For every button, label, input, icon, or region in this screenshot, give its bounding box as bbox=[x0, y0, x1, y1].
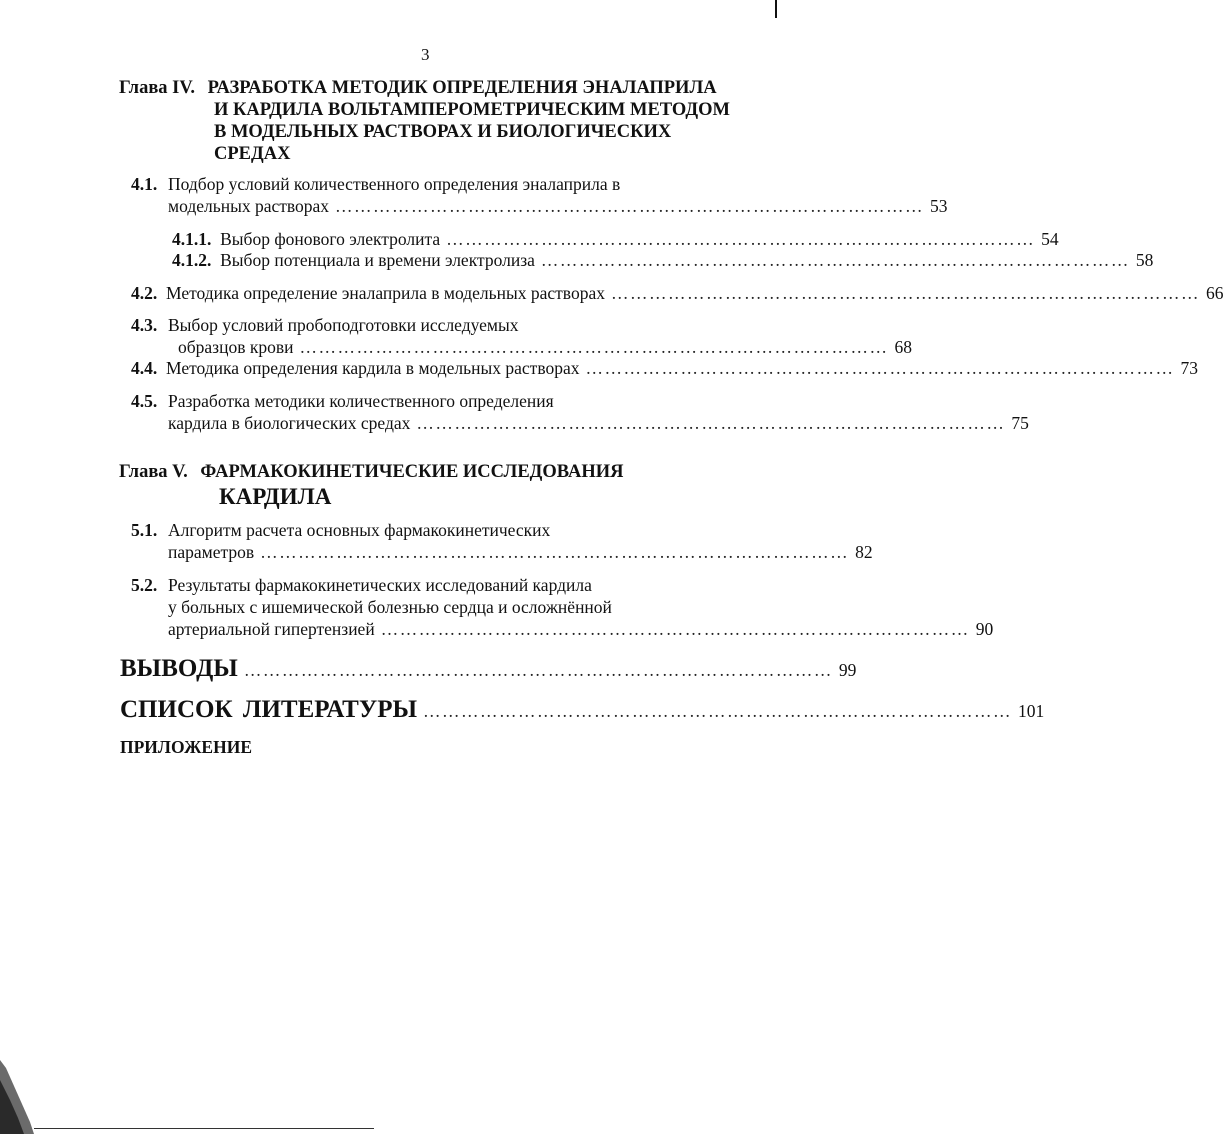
leader-dots: ………………………………………………………………………………… bbox=[446, 229, 1036, 249]
toc-entry-4-4 bbox=[131, 358, 1198, 378]
toc-number-4-2: 4.2. bbox=[131, 283, 158, 303]
toc-entry-references bbox=[120, 696, 1045, 723]
leader-dots: ………………………………………………………………………………… bbox=[585, 358, 1175, 378]
toc-text-4-2: Методика определение эналаприла в модельных растворах bbox=[166, 283, 605, 303]
toc-text-4-4: Методика определения кардила в модельных растворах bbox=[166, 358, 580, 378]
chapter-4-label: Глава IV. bbox=[119, 78, 195, 98]
chapter-5-label: Глава V. bbox=[119, 462, 188, 482]
references-page: 101 bbox=[1018, 701, 1045, 721]
appendix-heading: ПРИЛОЖЕНИЕ bbox=[120, 737, 253, 757]
toc-entry-5-2 bbox=[168, 619, 994, 639]
chapter-4-title-line-2: И КАРДИЛА ВОЛЬТАМПЕРОМЕТРИЧЕСКИМ МЕТОДОМ bbox=[214, 100, 730, 120]
toc-page-5-1: 82 bbox=[855, 542, 873, 562]
references-label: СПИСОК ЛИТЕРАТУРЫ bbox=[120, 696, 418, 723]
conclusions-label: ВЫВОДЫ bbox=[120, 655, 238, 682]
conclusions-page: 99 bbox=[838, 660, 857, 680]
toc-page-4-4: 73 bbox=[1180, 358, 1198, 378]
scan-edge-mark bbox=[775, 0, 777, 18]
toc-text-5-2-line-1: Результаты фармакокинетических исследований кардила bbox=[168, 575, 592, 595]
leader-dots: ………………………………………………………………………………… bbox=[540, 250, 1130, 270]
toc-number-4-5: 4.5. bbox=[131, 391, 158, 411]
page-number: 3 bbox=[421, 45, 430, 64]
leader-dots: ………………………………………………………………………………… bbox=[260, 542, 850, 562]
toc-text-5-1-line-2: параметров bbox=[168, 542, 255, 562]
toc-number-4-4: 4.4. bbox=[131, 358, 158, 378]
toc-number-5-2: 5.2. bbox=[131, 575, 158, 595]
chapter-4-title-line-4: СРЕДАХ bbox=[214, 144, 291, 164]
leader-dots: ………………………………………………………………………………… bbox=[380, 619, 970, 639]
leader-dots: ………………………………………………………………………………… bbox=[423, 701, 1013, 721]
scan-shadow-mark bbox=[0, 1060, 34, 1134]
toc-text-4-1-line-2: модельных растворах bbox=[168, 196, 330, 216]
toc-entry-4-5 bbox=[168, 413, 1029, 433]
leader-dots: ………………………………………………………………………………… bbox=[243, 660, 833, 680]
toc-page-4-1-1: 54 bbox=[1041, 229, 1059, 249]
toc-entry-4-1-2 bbox=[172, 250, 1154, 270]
leader-dots: ………………………………………………………………………………… bbox=[335, 196, 925, 216]
toc-text-5-2-line-3: артериальной гипертензией bbox=[168, 619, 375, 639]
chapter-4-heading bbox=[119, 79, 717, 98]
toc-number-4-1-2: 4.1.2. bbox=[172, 250, 212, 270]
toc-page-4-5: 75 bbox=[1011, 413, 1029, 433]
toc-text-5-2-line-2: у больных с ишемической болезнью сердца и осложнённой bbox=[168, 597, 612, 617]
toc-number-4-1: 4.1. bbox=[131, 174, 158, 194]
toc-entry-4-1-1 bbox=[172, 229, 1059, 249]
leader-dots: ………………………………………………………………………………… bbox=[610, 283, 1200, 303]
toc-number-5-1: 5.1. bbox=[131, 520, 158, 540]
toc-text-4-1-2: Выбор потенциала и времени электролиза bbox=[220, 250, 535, 270]
toc-entry-4-2 bbox=[131, 283, 1223, 303]
toc-entry-5-1 bbox=[168, 542, 873, 562]
toc-page-5-2: 90 bbox=[975, 619, 994, 639]
chapter-4-title-line-1: РАЗРАБОТКА МЕТОДИК ОПРЕДЕЛЕНИЯ ЭНАЛАПРИЛА bbox=[207, 78, 717, 98]
toc-number-4-1-1: 4.1.1. bbox=[172, 229, 212, 249]
leader-dots: ………………………………………………………………………………… bbox=[299, 337, 889, 357]
toc-text-4-1-line-1: Подбор условий количественного определения эналаприла в bbox=[168, 174, 621, 194]
toc-text-4-3-line-1: Выбор условий пробоподготовки исследуемых bbox=[168, 315, 519, 335]
scan-bottom-line bbox=[34, 1128, 374, 1129]
toc-page-4-3: 68 bbox=[894, 337, 912, 357]
leader-dots: ………………………………………………………………………………… bbox=[416, 413, 1006, 433]
toc-text-4-5-line-1: Разработка методики количественного определения bbox=[168, 391, 554, 411]
toc-entry-4-1 bbox=[168, 196, 948, 216]
chapter-5-heading bbox=[119, 463, 623, 482]
toc-text-4-5-line-2: кардила в биологических средах bbox=[168, 413, 411, 433]
toc-entry-conclusions bbox=[120, 655, 857, 682]
toc-number-4-3: 4.3. bbox=[131, 315, 158, 335]
chapter-5-title-line-2: КАРДИЛА bbox=[219, 484, 332, 509]
toc-page-4-1: 53 bbox=[930, 196, 948, 216]
toc-page-4-1-2: 58 bbox=[1135, 250, 1154, 270]
toc-text-4-1-1: Выбор фонового электролита bbox=[220, 229, 441, 249]
chapter-5-title-line-1: ФАРМАКОКИНЕТИЧЕСКИЕ ИССЛЕДОВАНИЯ bbox=[200, 462, 624, 482]
toc-text-5-1-line-1: Алгоритм расчета основных фармакокинетических bbox=[168, 520, 551, 540]
toc-entry-4-3 bbox=[178, 337, 912, 357]
toc-text-4-3-line-2: образцов крови bbox=[178, 337, 294, 357]
chapter-4-title-line-3: В МОДЕЛЬНЫХ РАСТВОРАХ И БИОЛОГИЧЕСКИХ bbox=[214, 122, 672, 142]
toc-page-4-2: 66 bbox=[1205, 283, 1223, 303]
